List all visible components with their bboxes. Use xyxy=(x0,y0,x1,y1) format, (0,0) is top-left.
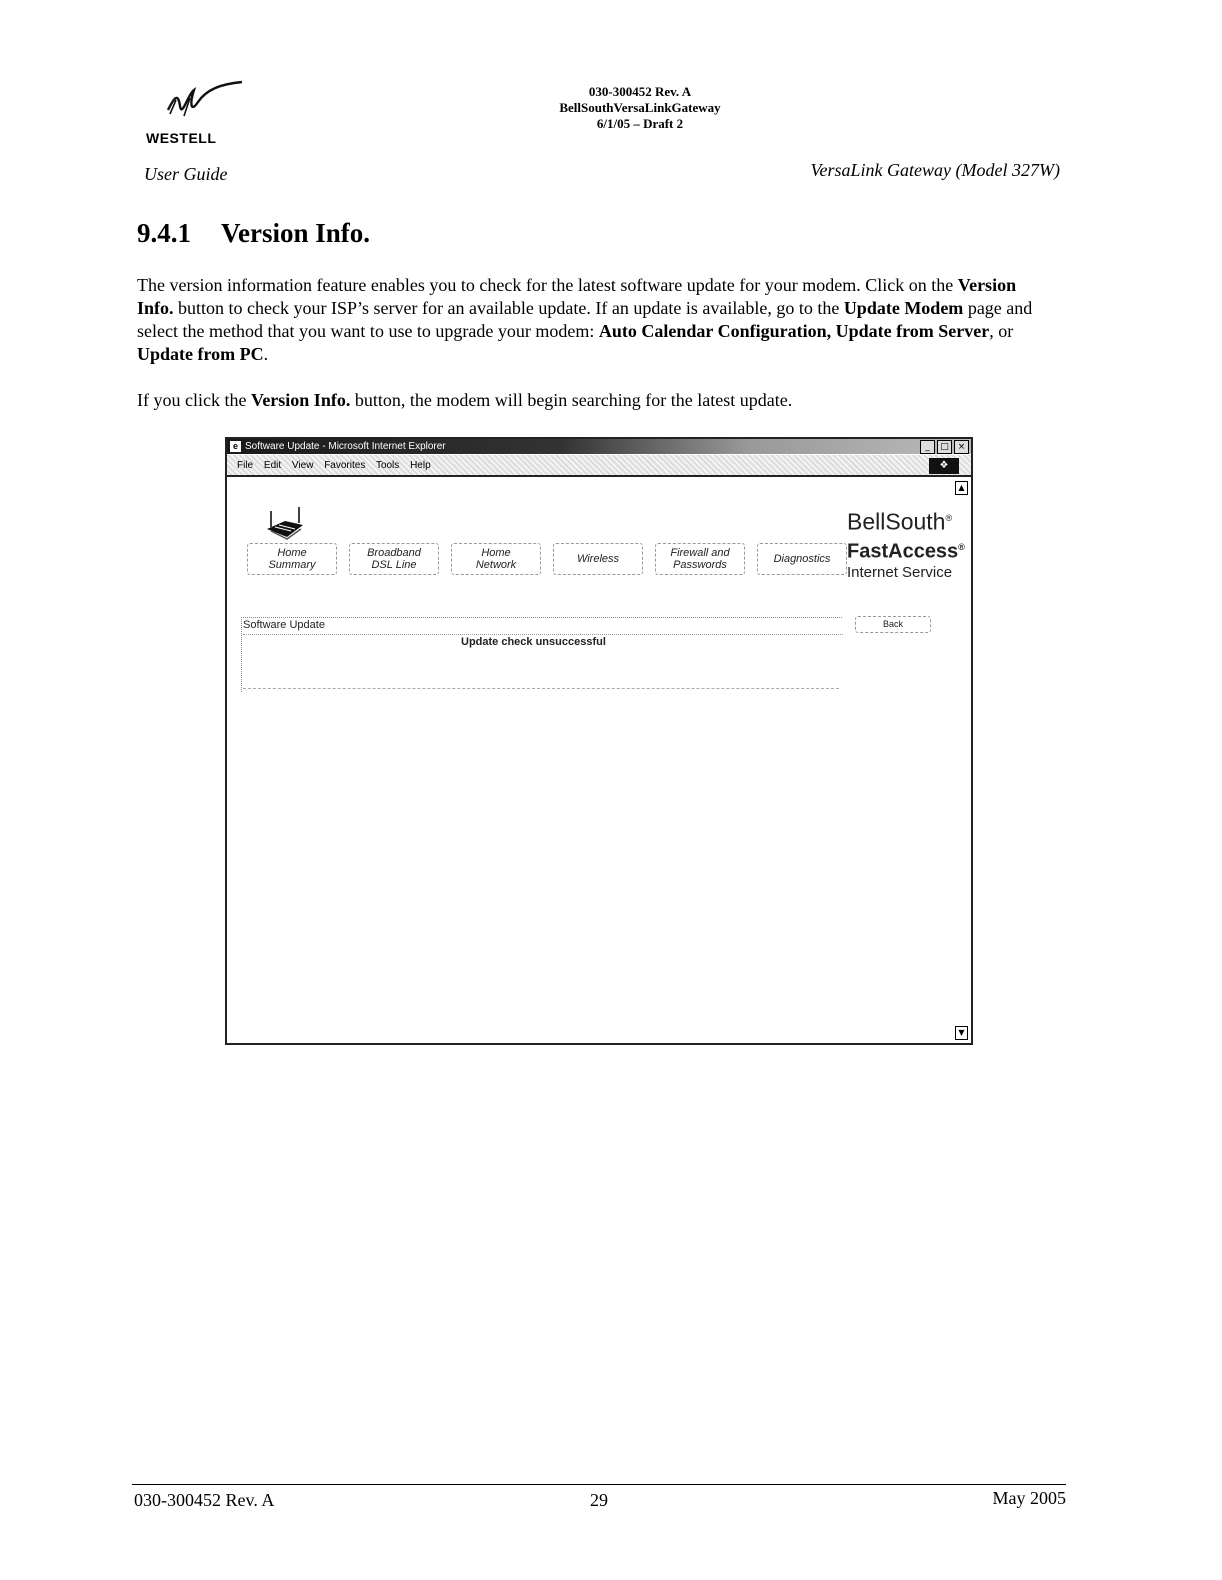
menu-bar xyxy=(227,455,971,477)
tab-diagnostics[interactable]: Diagnostics xyxy=(757,543,847,575)
ie-icon: e xyxy=(230,441,241,452)
menu-file[interactable]: File xyxy=(237,460,254,471)
tab-home-network[interactable]: Home Network xyxy=(451,543,541,575)
panel-bottom-border xyxy=(243,688,839,689)
windows-logo-icon: ❖ xyxy=(929,458,959,474)
text: The version information feature enables you to check for the latest software update for your modem. Click on the xyxy=(137,275,958,295)
text: If you click the xyxy=(137,390,251,410)
bold-text: Update from PC xyxy=(137,344,264,364)
tab-firewall-and-passwords[interactable]: Firewall and Passwords xyxy=(655,543,745,575)
text: button to check your ISP’s server for an available update. If an update is available, go to the xyxy=(173,298,844,318)
paragraph-instruction xyxy=(137,389,1057,412)
westell-logo-text: WESTELL xyxy=(146,130,217,146)
window-title: Software Update - Microsoft Internet Explorer xyxy=(245,441,446,452)
section-title: Version Info. xyxy=(221,218,371,248)
paragraph-intro xyxy=(137,274,1057,366)
text: button, the modem will begin searching for the latest update. xyxy=(350,390,793,410)
footer-date: May 2005 xyxy=(992,1488,1066,1508)
scroll-up-arrow-icon[interactable]: ▲ xyxy=(955,481,968,495)
menu-favorites[interactable]: Favorites xyxy=(324,460,366,471)
menu-tools[interactable]: Tools xyxy=(375,460,400,471)
registered-mark: ® xyxy=(945,513,953,523)
bellsouth-brand xyxy=(847,505,965,583)
menu-help[interactable]: Help xyxy=(410,460,431,471)
doc-number: 030-300452 Rev. A xyxy=(588,84,692,99)
close-icon[interactable]: × xyxy=(954,440,969,454)
tab-broadband-dsl-line[interactable]: Broadband DSL Line xyxy=(349,543,439,575)
footer-doc-number: 030-300452 Rev. A xyxy=(134,1490,275,1510)
header-left: User Guide xyxy=(144,164,228,184)
scroll-down-arrow-icon[interactable]: ▼ xyxy=(955,1026,968,1040)
document-meta xyxy=(480,84,800,132)
tab-wireless[interactable]: Wireless xyxy=(553,543,643,575)
software-update-panel xyxy=(241,617,842,692)
panel-divider xyxy=(243,634,843,635)
section-number: 9.4.1 xyxy=(137,218,191,248)
registered-mark: ® xyxy=(958,541,965,552)
bold-text: Version Info. xyxy=(250,390,351,410)
westell-logo-mark-icon xyxy=(160,80,250,128)
header-right: VersaLink Gateway (Model 327W) xyxy=(810,160,1060,180)
brand-line3: Internet Service xyxy=(847,564,953,582)
footer-page-number: 29 xyxy=(590,1490,608,1510)
doc-draft-date: 6/1/05 – Draft 2 xyxy=(596,116,684,131)
menu-edit[interactable]: Edit xyxy=(263,460,282,471)
panel-title: Software Update xyxy=(243,619,325,631)
text: . xyxy=(263,344,269,364)
minimize-icon[interactable]: _ xyxy=(920,440,935,454)
back-button[interactable]: Back xyxy=(855,616,931,633)
menu-view[interactable]: View xyxy=(291,460,314,471)
window-controls xyxy=(920,440,969,454)
brand-line1: BellSouth xyxy=(847,508,946,535)
status-message: Update check unsuccessful xyxy=(461,636,606,648)
maximize-icon[interactable]: □ xyxy=(937,440,952,454)
modem-nav-tabs xyxy=(247,543,847,575)
westell-logo xyxy=(140,80,250,150)
text: , or xyxy=(989,321,1014,341)
text: page and select the method that you want to use to upgrade your modem: xyxy=(137,298,1033,341)
browser-window-screenshot xyxy=(225,437,973,1045)
tab-home-summary[interactable]: Home Summary xyxy=(247,543,337,575)
bold-text: Auto Calendar Configuration, Update from Server xyxy=(598,321,990,341)
window-titlebar xyxy=(227,439,971,454)
section-heading xyxy=(137,218,370,249)
doc-product: BellSouthVersaLinkGateway xyxy=(559,100,721,115)
bold-text: Version Info. xyxy=(137,275,1017,318)
footer-rule xyxy=(132,1484,1066,1485)
brand-line2: FastAccess xyxy=(847,540,959,563)
bold-text: Update Modem xyxy=(843,298,964,318)
router-icon xyxy=(265,503,305,543)
